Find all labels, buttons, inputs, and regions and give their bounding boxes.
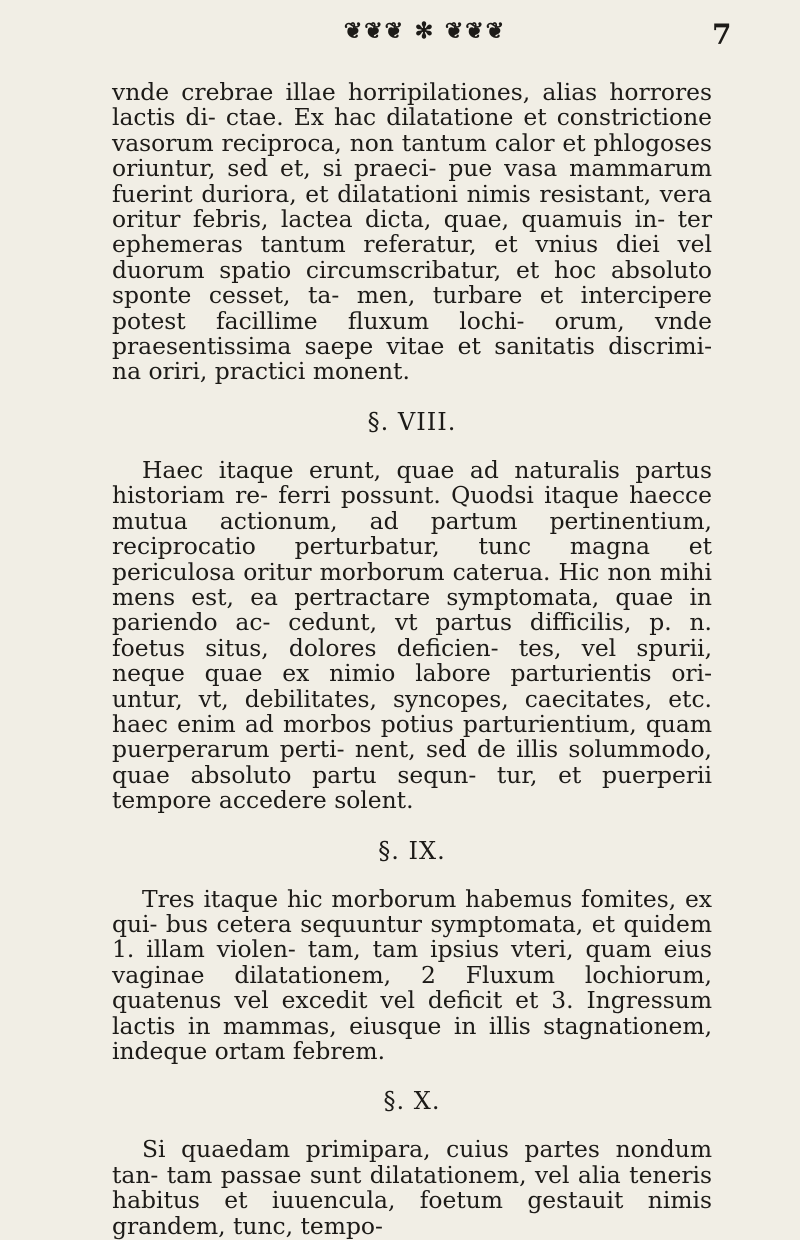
header-ornament: ❦❦❦ ✻ ❦❦❦ [343, 18, 507, 44]
section-heading-ix: §. IX. [378, 836, 446, 865]
section-heading-viii: §. VIII. [367, 407, 457, 436]
section-heading-x: §. X. [383, 1087, 441, 1116]
paragraph-1: vnde crebrae illae horripilationes, alias horrores lactis di- ctae. Ex hac dilatatione et constrictione vasorum reciproca, non tantum calor et phlogoses oriuntur, sed et, si praeci- pue vasa mammarum fuerint duriora, et dilatationi nimis resistant, vera oritur febris, lactea dicta, quae, quamuis in- ter ephemeras tantum referatur, et vnius diei vel duorum spatio circumscribatur, et hoc absoluto sponte cesset, ta- men, turbare et intercipere potest facillime fluxum lochi- orum, vnde praesentissima saepe vitae et sanitatis discrimi- na oriri, practici monent. [112, 78, 712, 386]
paragraph-4: Si quaedam primipara, cuius partes nondum tan- tam passae sunt dilatationem, vel alia teneris habitus et iuuencula, foetum gestauit nimis grandem, tunc, tempo- [112, 1135, 712, 1240]
page-header [0, 14, 800, 54]
page-body [112, 80, 712, 1239]
paragraph-3: Tres itaque hic morborum habemus fomites, ex qui- bus cetera sequuntur symptomata, et quidem 1. illam violen- tam, tam ipsius vteri, quam eius vaginae dilatationem, 2 Fluxum lochiorum, quatenus vel excedit vel deficit et 3. Ingressum lactis in mammas, eiusque in illis stagnationem, indeque ortam febrem. [112, 884, 712, 1065]
paragraph-2: Haec itaque erunt, quae ad naturalis partus historiam re- ferri possunt. Quodsi itaque haecce mutua actionum, ad partum pertinentium, reciprocatio perturbatur, tunc magna et periculosa oritur morborum caterua. Hic non mihi mens est, ea pertractare symptomata, quae in pariendo ac- cedunt, vt partus difficilis, p. n. foetus situs, dolores deficien- tes, vel spurii, neque quae ex nimio labore parturientis ori- untur, vt, debilitates, syncopes, caecitates, etc. haec enim ad morbos potius parturientium, quam puerperarum perti- nent, sed de illis solummodo, quae absoluto partu sequn- tur, et puerperii tempore accedere solent. [112, 455, 712, 815]
page-number: 7 [712, 18, 732, 51]
